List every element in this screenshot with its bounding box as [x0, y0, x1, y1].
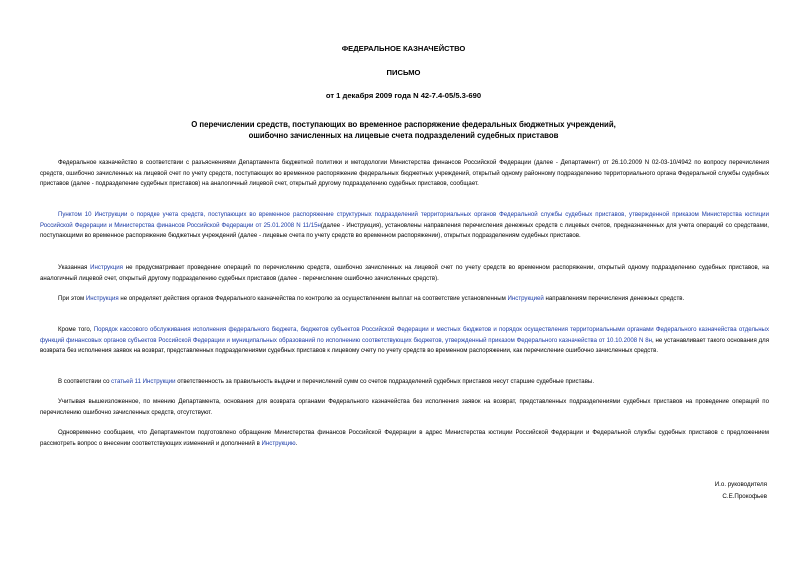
paragraph-8-text-b: .: [295, 439, 298, 447]
paragraph-6-text-b: ответственность за правильность выдачи и перечислений сумм со счетов подразделений судебных приставов несут старшие судебные приставы.: [175, 378, 595, 385]
instruction-link[interactable]: Инструкция: [90, 264, 123, 271]
paragraph-6: [40, 377, 769, 388]
paragraph-8: [40, 428, 769, 449]
paragraph-5-text-b: , не устанавливает такого основания для возврата без исполнения заявок на возврат, представленных подразделениями судебных приставов к лицевому счету по учету средств во временном распоряжении, как перечисление ошибочно зачисленных средств.: [40, 336, 770, 355]
paragraph-2: [40, 210, 769, 242]
instruction-link-3[interactable]: Инструкцией: [507, 295, 544, 302]
cash-service-order-link[interactable]: Порядок кассового обслуживания исполнения федерального бюджета, бюджетов субъектов Российской Федерации и местных бюджетов и порядок осуществления территориальными органами Федерального казначейства отдельных функций финансовых органов субъектов Российской Федерации и муниципальных образований по исполнению соответствующих бюджетов, утвержденный приказом Федерального казначейства от 10.10.2008 N 8н: [40, 326, 769, 344]
paragraph-8-text-a: Одновременно сообщаем, что Департаментом подготовлено обращение Министерства финансов Российской Федерации в адрес Министерства юстиции Российской Федерации и Федеральной службы судебных приставов с предложением рассмотреть вопрос о внесении соответствующих изменений и дополнений в: [40, 429, 769, 447]
paragraph-5-text-a: Кроме того,: [58, 326, 94, 333]
org-name: ФЕДЕРАЛЬНОЕ КАЗНАЧЕЙСТВО: [341, 44, 466, 53]
paragraph-7: Учитывая вышеизложенное, по мнению Департамента, основания для возврата органами Федерального казначейства без исполнения заявок на возврат, представленных подразделениями судебных приставов на проведение операций по перечислению ошибочно зачисленных средств, отсутствуют.: [40, 398, 769, 416]
paragraph-3-text-b: не предусматривает проведение операций по перечислению средств, ошибочно зачисленных на лицевой счет по учету средств во временном распоряжении, открытый одному подразделению судебных приставов, на аналогичный лицевой счет, открытый другому подразделению судебных приставов (далее - перечисление ошибочно зачисленных средств).: [40, 264, 769, 282]
paragraph-4-text-a: При этом: [58, 295, 86, 302]
paragraph-2-text: (далее - Инструкция), установлены направления перечисления денежных средств с лицевых счетов, предназначенных для учета операций со средствами, поступающими во временное распоряжение бюджетных учреждений (далее - лицевые счета по учету средств во временном распоряжении), открытых подразделениям судебных приставов.: [40, 221, 769, 240]
paragraph-4: [40, 294, 769, 305]
document-title-line-2: ошибочно зачисленных на лицевые счета подразделений судебных приставов: [248, 131, 559, 140]
instruction-order-link[interactable]: Пунктом 10 Инструкции о порядке учета средств, поступающих во временное распоряжение структурных подразделений территориальных органов Федеральной службы судебных приставов, утвержденной приказом Министерства юстиции Российской Федерации и Министерства финансов Российской Федерации от 25.01.2008 N 11/15н: [40, 211, 769, 229]
signatory-name: С.Е.Прокофьев: [722, 493, 767, 500]
document-date-number: от 1 декабря 2009 года N 42-7.4-05/5.3-690: [325, 91, 482, 100]
paragraph-3: [40, 263, 769, 284]
paragraph-3-text-a: Указанная: [58, 264, 91, 271]
instruction-link-2[interactable]: Инструкция: [85, 295, 119, 302]
paragraph-5: [40, 325, 769, 357]
paragraph-1: Федеральное казначейство в соответствии с разъяснениями Департамента бюджетной политики и методологии Министерства финансов Российской Федерации (далее - Департамент) от 26.10.2009 N 02-03-10/4942 по вопросу перечисления средств, ошибочно зачисленных на лицевой счет по учету средств, поступающих во временное распоряжение федеральных бюджетных учреждений, открытый одному районному подразделению территориального органа Федеральной службы судебных приставов (далее - подразделение судебных приставов) на аналогичный лицевой счет, открытый другому подразделению судебных приставов, сообщает.: [40, 159, 769, 188]
paragraph-4-text-b: не определяет действия органов Федерального казначейства по контролю за осуществлением выплат на соответствие установленным: [118, 295, 508, 302]
paragraph-4-text-c: направлениям перечисления денежных средств.: [543, 295, 685, 302]
document-type: ПИСЬМО: [386, 68, 421, 77]
signatory-position: И.о. руководителя: [714, 481, 767, 488]
document-title-line-1: О перечислении средств, поступающих во временное распоряжение федеральных бюджетных учреждений,: [191, 120, 616, 129]
paragraph-6-text-a: В соответствии со: [58, 378, 112, 385]
instruction-link-4[interactable]: Инструкцию: [261, 439, 296, 447]
article-11-link[interactable]: статьей 11 Инструкции: [111, 378, 176, 385]
